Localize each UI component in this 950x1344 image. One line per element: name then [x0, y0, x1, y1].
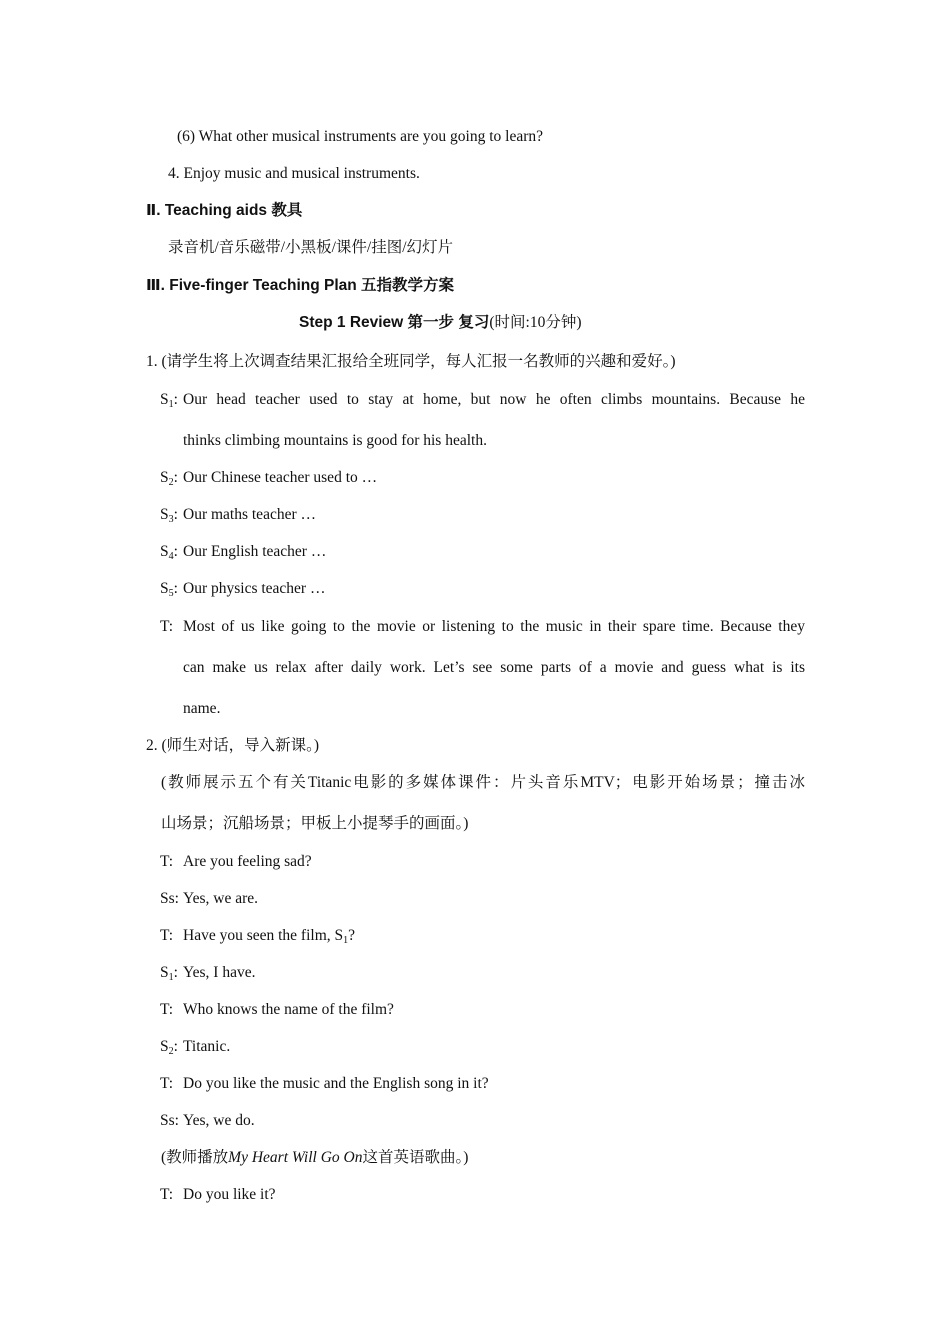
- speaker-teacher: T:: [160, 618, 174, 635]
- part2-intro: 2. (师生对话，导入新课。): [146, 737, 320, 754]
- dialogue-line: Do you like the music and the English song in it?: [183, 1075, 489, 1092]
- step1-time: (时间:10分钟): [489, 314, 582, 331]
- dialogue-line: thinks climbing mountains is good for his health.: [183, 432, 487, 449]
- dialogue-line: Have you seen the film, $S_1$?: [183, 927, 356, 946]
- dialogue-line: Do you like it?: [183, 1186, 276, 1203]
- speaker-s1: $S_1$:: [160, 391, 178, 410]
- section-heading-teaching-aids: Ⅱ. Teaching aids 教具: [146, 202, 303, 219]
- dialogue-line: Our Chinese teacher used to …: [183, 469, 378, 486]
- dialogue-line: can make us relax after daily work. Let’s see some parts of a movie and guess what is its: [183, 659, 805, 676]
- part2-note-line2: 山场景；沉船场景；甲板上小提琴手的画面。): [161, 815, 469, 832]
- teaching-aids-list: 录音机/音乐磁带/小黑板/课件/挂图/幻灯片: [168, 239, 454, 256]
- step1-label: Step 1 Review 第一步 复习: [299, 314, 490, 331]
- step1-title: [299, 313, 582, 333]
- speaker-teacher: T:: [160, 853, 174, 870]
- part1-intro: 1. (请学生将上次调查结果汇报给全班同学，每人汇报一名教师的兴趣和爱好。): [146, 353, 676, 370]
- dialogue-line: Our head teacher used to stay at home, but now he often climbs mountains. Because he: [183, 391, 805, 408]
- speaker-students: Ss:: [160, 890, 179, 907]
- speaker-s2: $S_2$:: [160, 469, 178, 488]
- dialogue-line: Who knows the name of the film?: [183, 1001, 394, 1018]
- dialogue-line: Yes, we do.: [183, 1112, 255, 1129]
- section-heading-teaching-plan: Ⅲ. Five-finger Teaching Plan 五指教学方案: [146, 277, 455, 294]
- speaker-students: Ss:: [160, 1112, 179, 1129]
- part2-song-note: (教师播放My Heart Will Go On这首英语歌曲。): [161, 1149, 469, 1166]
- objective-item-4: 4. Enjoy music and musical instruments.: [168, 165, 420, 182]
- speaker-s1: $S_1$:: [160, 964, 178, 983]
- speaker-teacher: T:: [160, 1075, 174, 1092]
- part2-note-line1: (教师展示五个有关Titanic电影的多媒体课件：片头音乐MTV；电影开始场景；撞击冰: [161, 774, 805, 791]
- speaker-teacher: T:: [160, 1001, 174, 1018]
- objective-q6: (6) What other musical instruments are you going to learn?: [177, 128, 544, 145]
- speaker-s5: $S_5$:: [160, 580, 178, 599]
- speaker-s4: $S_4$:: [160, 543, 178, 562]
- dialogue-line: name.: [183, 700, 221, 717]
- song-title: My Heart Will Go On: [228, 1149, 363, 1166]
- dialogue-line: Our physics teacher …: [183, 580, 326, 597]
- dialogue-line: Are you feeling sad?: [183, 853, 312, 870]
- speaker-teacher: T:: [160, 1186, 174, 1203]
- speaker-s3: $S_3$:: [160, 506, 178, 525]
- speaker-teacher: T:: [160, 927, 174, 944]
- dialogue-line: Our maths teacher …: [183, 506, 316, 523]
- dialogue-line: Our English teacher …: [183, 543, 327, 560]
- dialogue-line: Titanic.: [183, 1038, 231, 1055]
- dialogue-line: Yes, I have.: [183, 964, 256, 981]
- dialogue-line: Yes, we are.: [183, 890, 259, 907]
- speaker-s2: $S_2$:: [160, 1038, 178, 1057]
- dialogue-line: Most of us like going to the movie or listening to the music in their spare time. Because they: [183, 618, 805, 635]
